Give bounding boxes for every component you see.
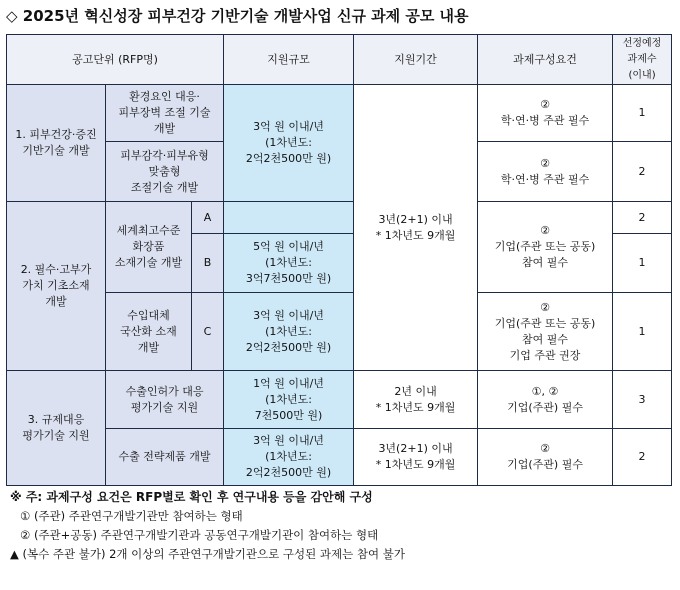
requirement-cell bbox=[478, 202, 613, 293]
scale-cell bbox=[224, 371, 354, 429]
requirement-line: ② bbox=[540, 98, 550, 111]
requirement-cell bbox=[478, 142, 613, 202]
scale-cell bbox=[224, 234, 354, 293]
page-title: ◇ 2025년 혁신성장 피부건강 기반기술 개발사업 신규 과제 공모 내용 bbox=[6, 7, 469, 25]
rfp-line: 수출 전략제품 개발 bbox=[118, 450, 211, 463]
scale-line: (1차년도: bbox=[265, 136, 312, 149]
group-line: 개발 bbox=[45, 295, 67, 308]
rfp-line: 피부감각·피부유형 bbox=[120, 148, 209, 162]
group-line: 3. 규제대응 bbox=[27, 413, 85, 426]
header-requirement: 과제구성요건 bbox=[478, 35, 613, 85]
scale-line: (1차년도: bbox=[265, 256, 312, 269]
rfp-line: 개발 bbox=[137, 340, 160, 354]
scale-line: (1차년도: bbox=[265, 392, 312, 406]
scale-line: 1억 원 이내/년 bbox=[253, 376, 324, 390]
requirement-cell bbox=[478, 429, 613, 486]
table-row bbox=[7, 429, 672, 486]
requirement-cell bbox=[478, 293, 613, 371]
requirement-line: 기업 주관 권장 bbox=[509, 348, 581, 362]
scale-line: 3억 원 이내/년 bbox=[253, 120, 324, 133]
requirement-line: 참여 필수 bbox=[522, 332, 569, 346]
scale-line: 5억 원 이내/년 bbox=[253, 240, 324, 253]
requirement-line: ② bbox=[540, 442, 550, 455]
group-skin-health bbox=[7, 85, 106, 202]
header-count bbox=[613, 35, 672, 85]
header-period: 지원기간 bbox=[354, 35, 478, 85]
period-cell bbox=[354, 85, 478, 371]
rfp-line: 소재기술 개발 bbox=[114, 256, 183, 269]
code-a: A bbox=[192, 202, 224, 234]
requirement-line: 참여 필수 bbox=[522, 256, 569, 269]
header-count-line: 선정예정 bbox=[622, 37, 662, 49]
call-table bbox=[6, 34, 672, 486]
scale-line: (1차년도: bbox=[265, 324, 312, 338]
count-cell: 3 bbox=[613, 371, 672, 429]
rfp-import-substitution bbox=[106, 293, 192, 371]
table-row bbox=[7, 293, 672, 371]
rfp-world-class-cosmetics bbox=[106, 202, 192, 293]
group-line: 2. 필수·고부가 bbox=[20, 263, 92, 276]
note-item: ① (주관) 주관연구개발기관만 참여하는 형태 bbox=[20, 509, 243, 523]
requirement-cell bbox=[478, 85, 613, 142]
scale-line: 7천500만 원) bbox=[254, 408, 323, 422]
scale-cell bbox=[224, 429, 354, 486]
scale-line: 3억7천500만 원) bbox=[245, 272, 332, 285]
requirement-line: 기업(주관 또는 공동) bbox=[494, 240, 596, 253]
rfp-sensory-custom bbox=[106, 142, 224, 202]
rfp-line: 수입대체 bbox=[127, 308, 170, 322]
group-basic-materials bbox=[7, 202, 106, 371]
code-b: B bbox=[192, 234, 224, 293]
count-cell: 2 bbox=[613, 142, 672, 202]
count-cell: 2 bbox=[613, 429, 672, 486]
scale-cell-empty bbox=[224, 202, 354, 234]
period-cell bbox=[354, 371, 478, 429]
rfp-line: 세계최고수준 bbox=[116, 224, 181, 237]
count-cell: 1 bbox=[613, 293, 672, 371]
group-line: 평가기술 지원 bbox=[22, 429, 90, 442]
requirement-cell bbox=[478, 371, 613, 429]
requirement-line: ② bbox=[540, 300, 550, 314]
rfp-line: 환경요인 대응· bbox=[129, 90, 200, 103]
scale-line: (1차년도: bbox=[265, 450, 312, 463]
code-c: C bbox=[192, 293, 224, 371]
scale-line: 3억 원 이내/년 bbox=[253, 434, 324, 447]
group-line: 가치 기초소재 bbox=[22, 279, 90, 292]
group-regulatory bbox=[7, 371, 106, 486]
header-rfp: 공고단위 (RFP명) bbox=[7, 35, 224, 85]
scale-line: 3억 원 이내/년 bbox=[253, 308, 324, 322]
table-row bbox=[7, 371, 672, 429]
notes bbox=[10, 488, 670, 564]
requirement-line: ② bbox=[540, 156, 550, 170]
requirement-line: ② bbox=[540, 224, 550, 237]
requirement-line: 기업(주관) 필수 bbox=[507, 400, 583, 414]
requirement-line: ①, ② bbox=[531, 384, 559, 398]
note-item: ② (주관+공동) 주관연구개발기관과 공동연구개발기관이 참여하는 형태 bbox=[20, 528, 379, 542]
period-line: 2년 이내 bbox=[394, 384, 437, 398]
rfp-line: 피부장벽 조절 기술 bbox=[118, 106, 211, 119]
rfp-environment-barrier bbox=[106, 85, 224, 142]
scale-line: 2억2천500만 원) bbox=[245, 152, 332, 165]
group-line: 기반기술 개발 bbox=[22, 144, 90, 157]
period-line: 3년(2+1) 이내 bbox=[378, 442, 453, 455]
rfp-line: 조절기술 개발 bbox=[130, 180, 199, 194]
period-line: * 1차년도 9개월 bbox=[375, 400, 456, 414]
rfp-line: 화장품 bbox=[132, 240, 165, 253]
note-item: ▲ (복수 주관 불가) 2개 이상의 주관연구개발기관으로 구성된 과제는 참여 불가 bbox=[10, 547, 405, 561]
period-line: * 1차년도 9개월 bbox=[375, 228, 456, 242]
scale-cell bbox=[224, 85, 354, 202]
rfp-line: 맞춤형 bbox=[148, 164, 181, 178]
rfp-export-strategic bbox=[106, 429, 224, 486]
table-row bbox=[7, 85, 672, 142]
scale-cell bbox=[224, 293, 354, 371]
rfp-line: 평가기술 지원 bbox=[130, 400, 199, 414]
rfp-line: 수출인허가 대응 bbox=[125, 384, 204, 398]
header-scale: 지원규모 bbox=[224, 35, 354, 85]
period-line: 3년(2+1) 이내 bbox=[378, 212, 453, 226]
rfp-line: 국산화 소재 bbox=[120, 324, 177, 338]
period-cell bbox=[354, 429, 478, 486]
period-line: * 1차년도 9개월 bbox=[375, 458, 456, 471]
header-count-line: 과제수 bbox=[627, 53, 657, 65]
requirement-line: 학·연·병 주관 필수 bbox=[500, 172, 590, 186]
requirement-line: 기업(주관) 필수 bbox=[507, 458, 583, 471]
count-cell: 2 bbox=[613, 202, 672, 234]
table-row bbox=[7, 202, 672, 234]
scale-line: 2억2천500만 원) bbox=[245, 466, 332, 479]
requirement-line: 학·연·병 주관 필수 bbox=[500, 114, 590, 127]
count-cell: 1 bbox=[613, 85, 672, 142]
scale-line: 2억2천500만 원) bbox=[245, 340, 332, 354]
table-header-row bbox=[7, 35, 672, 85]
requirement-line: 기업(주관 또는 공동) bbox=[494, 316, 596, 330]
rfp-line: 개발 bbox=[153, 122, 176, 135]
group-line: 1. 피부건강·증진 bbox=[15, 128, 97, 141]
rfp-export-approval bbox=[106, 371, 224, 429]
header-count-line: (이내) bbox=[628, 69, 656, 81]
note-main: ※ 주: 과제구성 요건은 RFP별로 확인 후 연구내용 등을 감안해 구성 bbox=[10, 490, 373, 504]
count-cell: 1 bbox=[613, 234, 672, 293]
